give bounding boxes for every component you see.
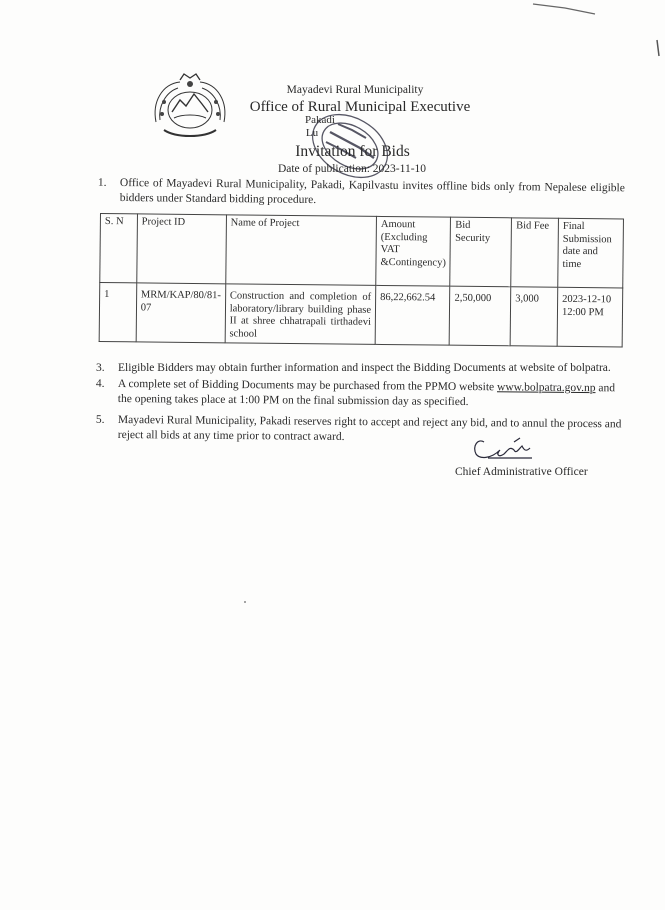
intro-text: Office of Mayadevi Rural Municipality, Pakadi, Kapilvastu invites offline bids only from Nepalese eligible bidders under Standard bidding procedure. [119,176,625,206]
header-amount: Amount (Excluding VAT &Contingency) [376,216,451,286]
cell-bid-fee: 3,000 [510,287,557,346]
bid-table [99,213,624,347]
item-4 [95,377,628,410]
municipality-name: Mayadevi Rural Municipality [286,84,424,96]
item-3-text: Eligible Bidders may obtain further information and inspect the Bidding Documents at website of bolpatra. [118,362,611,374]
place-line-1: Pakadi [305,114,335,126]
office-name: Office of Rural Municipal Executive [249,99,471,115]
cell-bid-security: 2,50,000 [449,286,510,346]
item-5-number: 5. [95,413,105,426]
submission-time: 12:00 PM [561,306,604,318]
item-4-text-after: and the opening takes place at 1:00 PM on the final submission day as specified. [117,382,616,408]
signatory-title: Chief Administrative Officer [455,466,588,478]
intro-paragraph [97,176,625,210]
cell-amount: 86,22,662.54 [375,285,450,345]
item-5-text: Mayadevi Rural Municipality, Pakadi reserves right to accept and reject any bid, and to annul the process and reject all bids at any time prior to contract award. [117,413,622,443]
submission-date: 2023-12-10 [562,293,612,306]
header-name: Name of Project [225,215,376,286]
cell-name: Construction and completion of laboratory/library building phase II at shree chhatrapali tirthadevi school [225,284,376,345]
item-3 [96,361,628,376]
header-bid-fee: Bid Fee [511,218,559,287]
header-project-id: Project ID [137,214,227,284]
notice-title: Invitation for Bids [295,143,410,160]
scan-speck [244,601,246,603]
signature-icon [470,428,540,464]
item-4-number: 4. [95,377,105,390]
table-header-row [100,214,624,288]
item-5 [95,413,628,446]
table-row [99,283,623,347]
intro-number: 1. [97,176,107,189]
bolpatra-link[interactable]: www.bolpatra.gov.np [496,381,596,395]
item-3-number: 3. [96,362,105,374]
header-bid-security: Bid Security [450,217,512,287]
nepal-emblem-icon [150,72,230,144]
cell-submission [557,287,623,347]
place-line-2: Lu [305,127,319,139]
publication-date: Date of publication: 2023-11-10 [277,163,427,175]
item-4-text-before: A complete set of Bidding Documents may be purchased from the PPMO website [117,377,498,394]
header-submission: Final Submission date and time [558,218,624,288]
cell-sn: 1 [99,283,136,342]
scan-edge-mark [525,0,665,60]
cell-project-id: MRM/KAP/80/81-07 [136,283,226,343]
header-sn: S. N [100,214,138,283]
